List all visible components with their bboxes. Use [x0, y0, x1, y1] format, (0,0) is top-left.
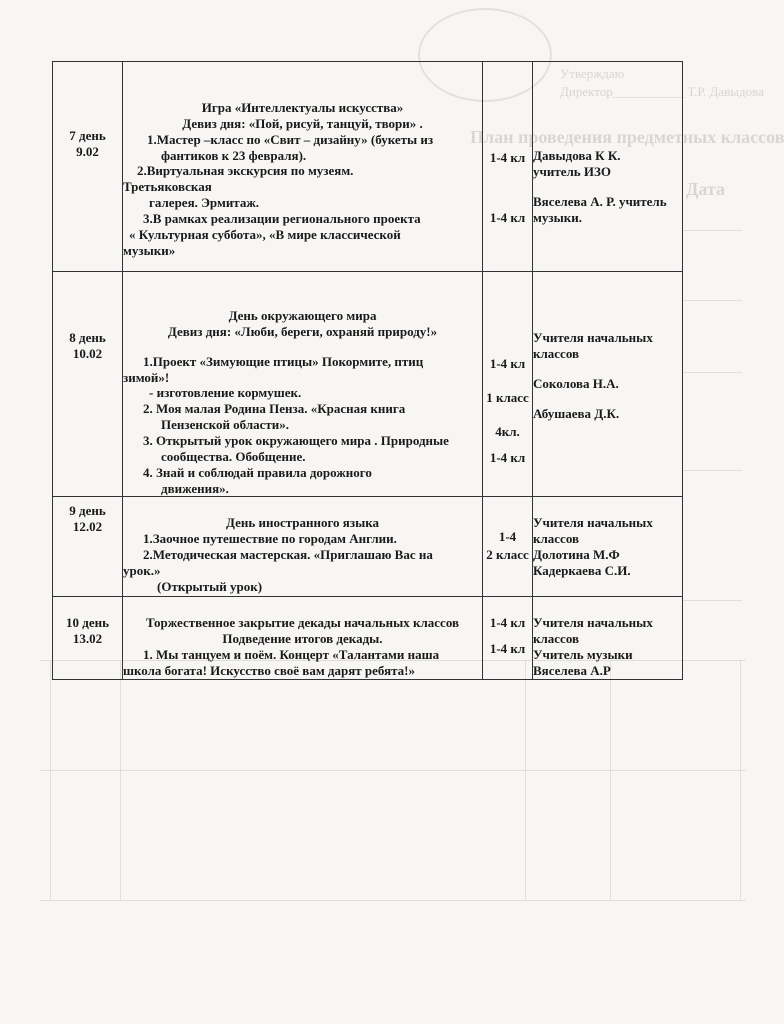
activity-line: урок.» [123, 563, 161, 579]
responsible-cell [533, 272, 683, 497]
day-label: 8 день [69, 330, 106, 345]
activity-line: сообщества. Обобщение. [161, 448, 306, 464]
responsible-line: классов [533, 531, 580, 547]
activity-title: Игра «Интеллектуалы искусства» [201, 100, 404, 115]
activity-line: Третьяковская [123, 179, 212, 195]
schedule-table [52, 61, 683, 680]
responsible-line: музыки. [533, 209, 582, 225]
responsible-line: Кадеркаева С.И. [533, 563, 631, 579]
responsible-line: Учителя начальных [533, 515, 653, 531]
responsible-cell [533, 62, 683, 272]
grade-value: 4кл. [495, 423, 520, 439]
activity-motto: Подведение итогов декады. [222, 631, 383, 647]
day-cell [53, 497, 123, 597]
activity-cell [123, 62, 483, 272]
responsible-line: Вяселева А. Р. учитель [533, 193, 667, 209]
activity-line: галерея. Эрмитаж. [149, 195, 260, 211]
activity-line: фантиков к 23 февраля). [161, 147, 307, 163]
responsible-line: Вяселева А.Р [533, 663, 611, 679]
responsible-line: Долотина М.Ф [533, 547, 620, 563]
activity-title: День окружающего мира [228, 308, 377, 323]
responsible-line: Учителя начальных [533, 330, 653, 345]
activity-line: - изготовление кормушек. [149, 385, 302, 401]
activity-line: 1.Проект «Зимующие птицы» Покормите, птиц [143, 353, 424, 369]
responsible-cell [533, 497, 683, 597]
activity-line: 3.В рамках реализации регионального проекта [143, 211, 421, 227]
activity-line: музыки» [123, 242, 176, 258]
activity-line: 1. Мы танцуем и поём. Концерт «Талантами наша [143, 647, 440, 663]
grade-value: 1-4 кл [489, 449, 526, 465]
table-row [53, 497, 683, 597]
ghost-director: Директор___________ Т.Р. Давыдова [560, 84, 764, 99]
grade-cell [483, 497, 533, 597]
ghost-approve: Утверждаю [560, 66, 625, 81]
grade-cell [483, 62, 533, 272]
table-row [53, 62, 683, 272]
grade-value: 1-4 кл [489, 209, 526, 225]
grade-value: 1-4 кл [489, 356, 526, 371]
responsible-line: Соколова Н.А. [533, 375, 619, 391]
activity-line: 4. Знай и соблюдай правила дорожного [143, 464, 372, 480]
ghost-col-date: Дата [686, 179, 725, 199]
day-cell [53, 272, 123, 497]
activity-line: Пензенской области». [161, 417, 290, 433]
activity-cell [123, 272, 483, 497]
grade-cell [483, 272, 533, 497]
table-row [53, 597, 683, 679]
day-date: 9.02 [76, 143, 99, 159]
responsible-cell [533, 597, 683, 679]
activity-title: День иностранного языка [225, 515, 380, 531]
ghost-title: План проведения предметных классов [470, 127, 784, 147]
day-cell [53, 62, 123, 272]
day-date: 12.02 [72, 519, 103, 535]
activity-motto: Девиз дня: «Люби, береги, охраняй природу!» [167, 323, 438, 339]
grade-value: 1-4 кл [489, 150, 526, 165]
activity-title: Торжественное закрытие декады начальных классов [145, 615, 460, 631]
activity-cell [123, 597, 483, 679]
activity-cell [123, 497, 483, 597]
activity-line: 1.Заочное путешествие по городам Англии. [143, 531, 397, 547]
day-label: 9 день [69, 503, 106, 519]
activity-line: 2.Методическая мастерская. «Приглашаю Вас на [143, 547, 433, 563]
grade-value: 1 класс [486, 389, 529, 405]
activity-line: школа богата! Искусство своё вам дарят ребята!» [123, 663, 415, 679]
activity-line: 2.Виртуальная экскурсия по музеям. [137, 163, 354, 179]
activity-line: 2. Моя малая Родина Пенза. «Красная книга [143, 401, 406, 417]
grade-value: 1-4 [498, 529, 517, 545]
day-date: 10.02 [72, 345, 103, 361]
activity-line: движения». [161, 480, 229, 496]
responsible-line: классов [533, 631, 580, 647]
activity-line: (Открытый урок) [157, 578, 263, 594]
activity-line: « Культурная суббота», «В мире классической [129, 226, 401, 242]
activity-motto: Девиз дня: «Пой, рисуй, танцуй, твори» . [182, 115, 423, 131]
day-label: 7 день [69, 128, 106, 143]
day-cell [53, 597, 123, 679]
day-label: 10 день [66, 615, 109, 631]
table-row [53, 272, 683, 497]
responsible-line: Давыдова К К. [533, 148, 621, 163]
activity-line: зимой»! [123, 369, 170, 385]
activity-line: 3. Открытый урок окружающего мира . Природные [143, 433, 449, 449]
responsible-line: Учителя начальных [533, 615, 653, 631]
grade-cell [483, 597, 533, 679]
activity-line: 1.Мастер –класс по «Свит – дизайну» (букеты из [147, 131, 434, 147]
grade-value: 1-4 кл [489, 641, 526, 657]
responsible-line: Абушаева Д.К. [533, 405, 620, 421]
responsible-line: классов [533, 345, 580, 361]
grade-value: 2 класс [486, 547, 529, 563]
responsible-line: Учитель музыки [533, 647, 633, 663]
grade-value: 1-4 кл [489, 615, 526, 631]
responsible-line: учитель ИЗО [533, 163, 611, 179]
day-date: 13.02 [72, 631, 103, 647]
